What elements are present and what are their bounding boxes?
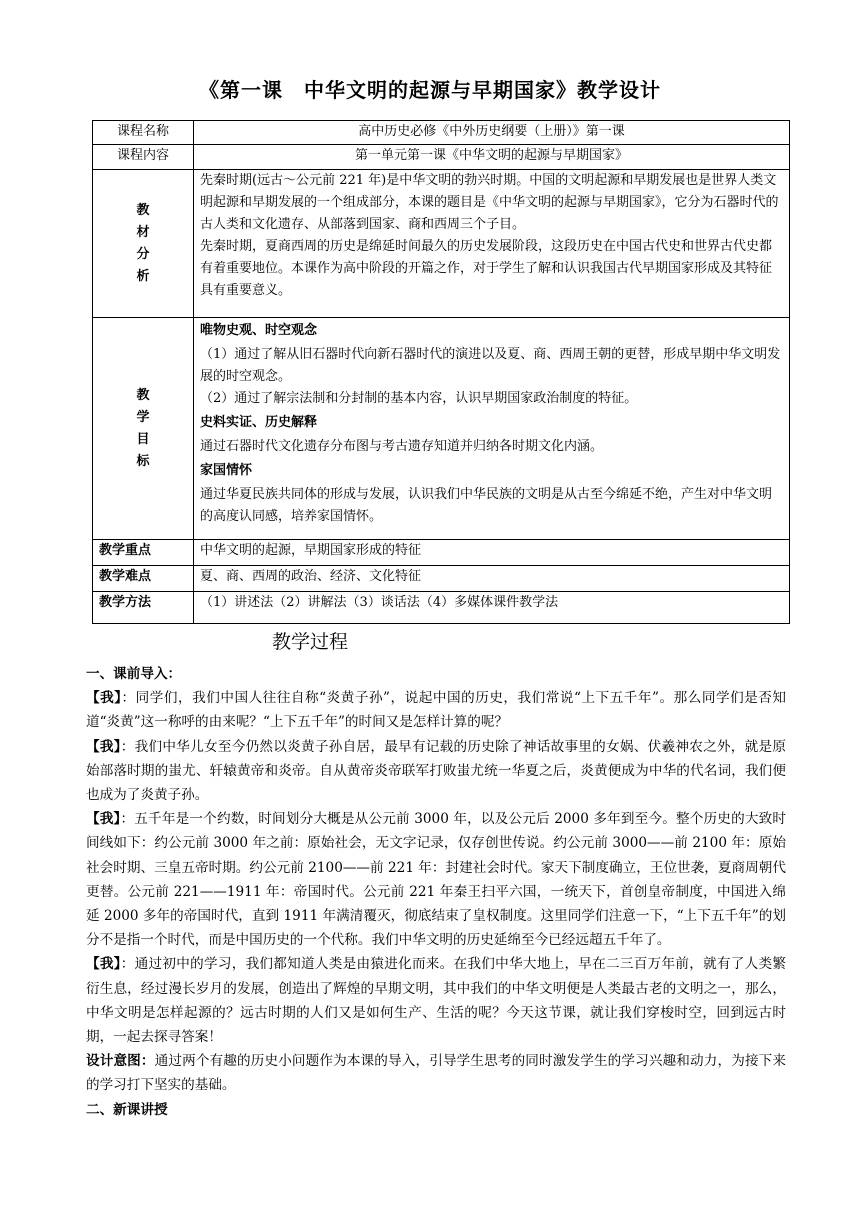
- analysis-label: [93, 170, 194, 318]
- goal-heading: 唯物史观、时空观念: [200, 323, 318, 338]
- course-info-table: [92, 120, 790, 624]
- analysis-label-char: 分: [136, 246, 150, 262]
- course-content-label: 课程内容: [93, 145, 194, 170]
- goals-label-char: 教: [136, 387, 150, 403]
- goal-paragraph: （2）通过了解宗法制和分封制的基本内容，认识早期国家政治制度的特征。: [200, 391, 638, 406]
- design-intent-text: 通过两个有趣的历史小问题作为本课的导入，引导学生思考的同时激发学生的学习兴趣和动力，为接下来的学习打下坚实的基础。: [86, 1053, 786, 1094]
- table-row: [93, 170, 790, 318]
- speaker-tag: 【我】: [86, 738, 121, 755]
- table-row: [93, 592, 790, 624]
- goal-heading: 家国情怀: [200, 463, 253, 478]
- dialogue-paragraph: [86, 686, 786, 734]
- analysis-label-char: 析: [136, 268, 150, 284]
- key-points-value: 中华文明的起源，早期国家形成的特征: [194, 540, 790, 566]
- analysis-content: [194, 170, 790, 318]
- table-row: [93, 145, 790, 170]
- table-row: [93, 318, 790, 540]
- dialogue-paragraph: [86, 952, 786, 1049]
- design-intent-label: 设计意图：: [86, 1053, 155, 1070]
- lesson-body: [86, 662, 786, 1122]
- goals-label-char: 目: [136, 431, 150, 447]
- speaker-tag: 【我】: [86, 811, 121, 828]
- dialogue-text: ：我们中华儿女至今仍然以炎黄子孙自居，最早有记载的历史除了神话故事里的女娲、伏羲神农之外，就是原始部落时期的蚩尤、轩辕黄帝和炎帝。自从黄帝炎帝联军打败蚩尤统一华夏之后，炎黄便成为中华的代名词，我们便也成为了炎黄子孙。: [86, 738, 786, 804]
- analysis-paragraph: 先秦时期，夏商西周的历史是绵延时间最久的历史发展阶段，这段历史在中国古代史和世界古代史都有着重要地位。本课作为高中阶段的开篇之作，对于学生了解和认识我国古代早期国家形成及其特征具有重要意义。: [200, 239, 773, 298]
- course-name-label: 课程名称: [93, 121, 194, 145]
- analysis-paragraph: 先秦时期(远古～公元前 221 年)是中华文明的勃兴时期。中国的文明起源和早期发展也是世界人类文明起源和早期发展的一个组成部分，本课的题目是《中华文明的起源与早期国家》，它分为石器时代的古人类和文化遗存、从部落到国家、商和西周三个子目。: [200, 173, 779, 232]
- course-name-value: 高中历史必修《中外历史纲要（上册）》第一课: [194, 121, 790, 145]
- section-heading: 一、课前导入：: [86, 666, 182, 682]
- difficulty-value: 夏、商、西周的政治、经济、文化特征: [194, 566, 790, 592]
- table-row: [93, 121, 790, 145]
- design-intent: [86, 1049, 786, 1097]
- course-content-value: 第一单元第一课《中华文明的起源与早期国家》: [194, 145, 790, 170]
- speaker-tag: 【我】: [86, 690, 122, 707]
- process-title: 教学过程: [272, 631, 349, 653]
- section-heading: 二、新课讲授: [86, 1101, 168, 1118]
- table-row: [93, 566, 790, 592]
- analysis-label-char: 教: [136, 202, 150, 218]
- analysis-label-char: 材: [136, 224, 150, 240]
- dialogue-paragraph: [86, 807, 786, 952]
- goals-label-char: 学: [136, 409, 150, 425]
- goals-label-char: 标: [136, 453, 150, 469]
- goal-paragraph: 通过石器时代文化遗存分布图与考古遗存知道并归纳各时期文化内涵。: [200, 439, 604, 454]
- key-points-label: 教学重点: [93, 540, 194, 566]
- method-value: （1）讲述法（2）讲解法（3）谈话法（4）多媒体课件教学法: [194, 592, 790, 624]
- table-row: [93, 540, 790, 566]
- dialogue-paragraph: [86, 735, 786, 808]
- difficulty-label: 教学难点: [93, 566, 194, 592]
- page-title: 《第一课 中华文明的起源与早期国家》教学设计: [199, 78, 661, 102]
- goal-heading: 史料实证、历史解释: [200, 415, 318, 430]
- goals-content: [194, 318, 790, 540]
- dialogue-text: ：五千年是一个约数，时间划分大概是从公元前 3000 年，以及公元后 2000 多年到至今。整个历史的大致时间线如下：约公元前 3000 年之前：原始社会，无文字记录，仅存创世传说。约公元前 3000——前 2100 年：原始社会时期、三皇五帝时期。约公元前 2100——前 221 年：封建社会时代。家天下制度确立，王位世袭，夏商周朝代更替。公元前 221——1911 年：帝国时代。公元前 221 年秦王扫平六国，一统天下，首创皇帝制度，中国进入绵延 2000 多年的帝国时代，直到 1911 年满清覆灭，彻底结束了皇权制度。这里同学们注意一下，“上下五千年”的划分不是指一个时代，而是中国历史的一个代称。我们中华文明的历史延绵至今已经远超五千年了。: [86, 811, 786, 949]
- dialogue-text: ：同学们，我们中国人往往自称“炎黄子孙”，说起中国的历史，我们常说“上下五千年”。那么同学们是否知道“炎黄”这一称呼的由来呢？“上下五千年”的时间又是怎样计算的呢？: [86, 690, 787, 731]
- goal-paragraph: 通过华夏民族共同体的形成与发展，认识我们中华民族的文明是从古至今绵延不绝，产生对中华文明的高度认同感，培养家国情怀。: [200, 487, 773, 524]
- goal-paragraph: （1）通过了解从旧石器时代向新石器时代的演进以及夏、商、西周王朝的更替，形成早期中华文明发展的时空观念。: [200, 347, 781, 384]
- speaker-tag: 【我】: [86, 956, 121, 973]
- dialogue-text: ：通过初中的学习，我们都知道人类是由猿进化而来。在我们中华大地上，早在二三百万年前，就有了人类繁衍生息，经过漫长岁月的发展，创造出了辉煌的早期文明，其中我们的中华文明便是人类最古老的文明之一，那么，中华文明是怎样起源的？远古时期的人们又是如何生产、生活的呢？今天这节课，就让我们穿梭时空，回到远古时期，一起去探寻答案！: [86, 956, 786, 1046]
- goals-label: [93, 318, 194, 540]
- method-label: 教学方法: [93, 592, 194, 624]
